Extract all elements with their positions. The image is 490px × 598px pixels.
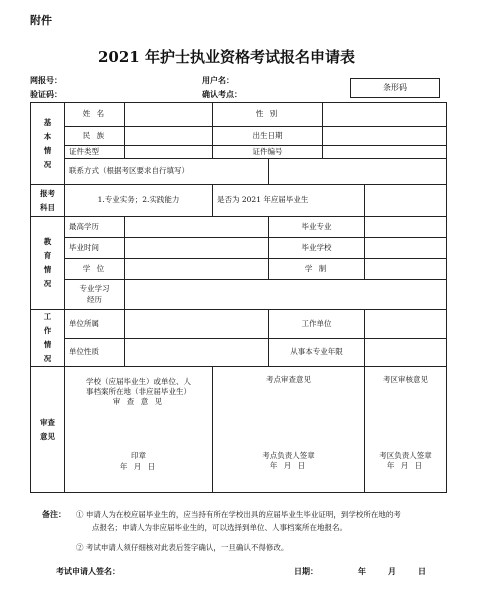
gender-value [323,103,447,127]
region-opinion-label: 考区审核意见 [383,375,429,384]
major-value [365,217,447,238]
school-review-line-3: 审 查 意 见 [112,397,165,407]
username-label: 用户名： [202,75,234,85]
region-sign-label: 考区负责人签章 [379,451,432,461]
page-title: 2021 年护士执业资格考试报名申请表 [98,48,355,66]
employer-value [125,310,269,339]
years-value [365,338,447,367]
years-label: 从事本专业年限 [269,338,365,367]
site-review-cell [213,367,365,493]
region-review-date: 年 月 日 [386,461,425,471]
fresh-grad-question: 是否为 2021 年应届毕业生 [213,185,365,217]
basic-section-label: 基本情况 [31,103,65,185]
school-review-date: 年 月 日 [119,461,158,471]
system-value [365,259,447,280]
note-2: ② 考试申请人须仔细核对此表后签字确认，一旦确认不得修改。 [76,543,289,552]
exam-section-label: 报考科目 [31,185,65,217]
work-unit-label: 工作单位 [269,310,365,339]
registration-no-label: 网报号： [30,75,62,85]
school-label: 毕业学校 [269,238,365,259]
date-label: 日期： [294,566,318,576]
work-unit-value [365,310,447,339]
system-label: 学 制 [269,259,365,280]
study-experience-label: 专业学习 经历 [65,280,125,310]
grad-time-label: 毕业时间 [65,238,125,259]
date-year: 年 [358,566,366,576]
region-review-cell [365,367,447,493]
education-section-label: 教育情况 [31,217,65,310]
highest-degree-value [125,217,269,238]
fresh-grad-value [365,185,447,217]
id-type-value [125,146,213,159]
site-sign-label: 考点负责人签章 [262,451,315,461]
study-experience-value [125,280,447,310]
notes-label: 备注： [42,509,66,519]
id-no-value [323,146,447,159]
school-review-cell [65,367,213,493]
confirm-site-label: 确认考点： [202,89,242,99]
employer-label: 单位所属 [65,310,125,339]
note-1-line-2: 点报名；申请人为非应届毕业生的，可以选择到单位、人事档案所在地报名。 [92,523,347,532]
unit-nature-value [125,338,269,367]
exam-subjects: 1.专业实务；2.实践能力 [65,185,213,217]
applicant-signature-label: 考试申请人签名： [56,566,120,576]
site-opinion-label: 考点审查意见 [266,375,311,384]
name-label: 姓 名 [65,103,125,127]
seal-label: 印章 [131,451,146,461]
birth-date-value [323,127,447,146]
date-month: 月 [388,566,396,576]
highest-degree-label: 最高学历 [65,217,125,238]
note-1-line-1: ① 申请人为在校应届毕业生的，应当持有所在学校出具的应届毕业生毕业证明，到学校所在地的考 [76,510,401,519]
major-label: 毕业专业 [269,217,365,238]
verification-code-label: 验证码： [30,89,62,99]
work-section-label: 工作情况 [31,310,65,367]
barcode-box: 条形码 [350,78,440,98]
attachment-label: 附件 [30,14,52,27]
id-no-label: 证件编号 [213,146,323,159]
ethnicity-label: 民 族 [65,127,125,146]
contact-label: 联系方式（根据考区要求自行填写） [65,159,269,185]
unit-nature-label: 单位性质 [65,338,125,367]
name-value [125,103,213,127]
gender-label: 性 别 [213,103,323,127]
site-review-date: 年 月 日 [269,461,308,471]
school-review-line-2: 事档案所在地（非应届毕业生） [86,387,191,397]
ethnicity-value [125,127,213,146]
grad-time-value [125,238,269,259]
school-review-line-1: 学校（应届毕业生）或单位、人 [86,377,191,386]
date-day: 日 [418,566,426,576]
application-form [30,102,447,493]
degree-value [125,259,269,280]
birth-date-label: 出生日期 [213,127,323,146]
id-type-label: 证件类型 [65,146,125,159]
review-section-label: 审查意见 [31,367,65,493]
degree-label: 学 位 [65,259,125,280]
school-value [365,238,447,259]
contact-value [269,159,447,185]
